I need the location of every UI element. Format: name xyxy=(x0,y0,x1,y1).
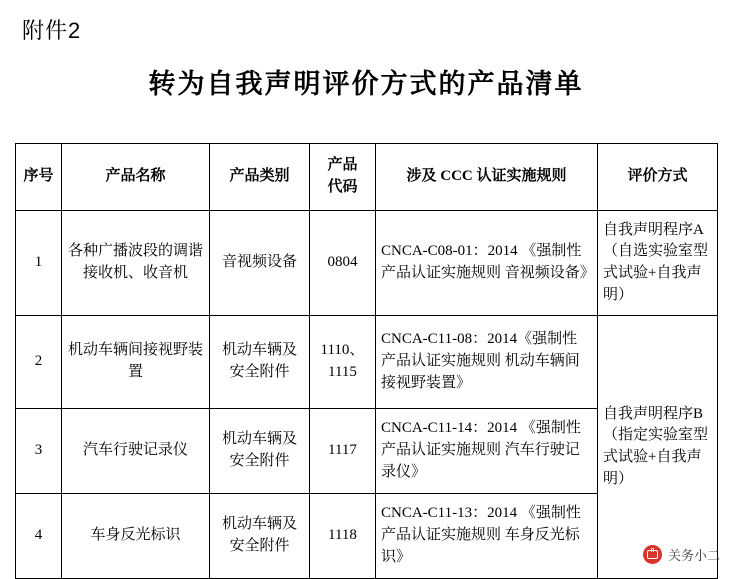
header-product-code xyxy=(310,144,376,211)
table-header-row xyxy=(16,144,718,211)
cell-product-category: 音视频设备 xyxy=(210,211,310,316)
header-evaluation: 评价方式 xyxy=(598,144,718,211)
cell-index: 1 xyxy=(16,211,62,316)
header-rule: 涉及 CCC 认证实施规则 xyxy=(376,144,598,211)
cell-product-name: 汽车行驶记录仪 xyxy=(62,409,210,494)
table-header xyxy=(16,144,718,211)
cell-product-category: 机动车辆及安全附件 xyxy=(210,494,310,579)
table-row xyxy=(16,316,718,409)
cell-rule: CNCA-C11-14：2014 《强制性产品认证实施规则 汽车行驶记录仪》 xyxy=(376,409,598,494)
cell-index: 3 xyxy=(16,409,62,494)
cell-rule: CNCA-C11-13：2014 《强制性产品认证实施规则 车身反光标识》 xyxy=(376,494,598,579)
cell-product-name: 机动车辆间接视野装置 xyxy=(62,316,210,409)
cell-product-category: 机动车辆及安全附件 xyxy=(210,409,310,494)
cell-product-code: 1110、1115 xyxy=(310,316,376,409)
cell-product-code: 1118 xyxy=(310,494,376,579)
cell-product-code: 0804 xyxy=(310,211,376,316)
cell-product-category: 机动车辆及安全附件 xyxy=(210,316,310,409)
product-list-table xyxy=(15,143,718,579)
cell-product-name: 车身反光标识 xyxy=(62,494,210,579)
table-row xyxy=(16,211,718,316)
header-product-code-line1: 产品 xyxy=(327,157,358,174)
cell-product-name: 各种广播波段的调谐接收机、收音机 xyxy=(62,211,210,316)
page-title: 转为自我声明评价方式的产品清单 xyxy=(148,69,584,99)
cell-index: 2 xyxy=(16,316,62,409)
table-body xyxy=(16,211,718,579)
cell-product-code: 1117 xyxy=(310,409,376,494)
customs-logo-icon xyxy=(643,545,662,564)
header-index: 序号 xyxy=(16,144,62,211)
cell-evaluation: 自我声明程序A（自选实验室型式试验+自我声明） xyxy=(598,211,718,316)
cell-index: 4 xyxy=(16,494,62,579)
cell-rule: CNCA-C11-08：2014《强制性产品认证实施规则 机动车辆间接视野装置》 xyxy=(376,316,598,409)
watermark-text: 关务小二 xyxy=(667,548,720,563)
header-product-name: 产品名称 xyxy=(62,144,210,211)
cell-rule: CNCA-C08-01：2014 《强制性产品认证实施规则 音视频设备》 xyxy=(376,211,598,316)
header-product-code-line2: 代码 xyxy=(327,179,358,195)
cell-evaluation-merged: 自我声明程序B（指定实验室型式试验+自我声明） xyxy=(598,316,718,579)
attachment-label: 附件2 xyxy=(22,18,82,43)
watermark xyxy=(643,545,720,564)
header-product-category: 产品类别 xyxy=(210,144,310,211)
